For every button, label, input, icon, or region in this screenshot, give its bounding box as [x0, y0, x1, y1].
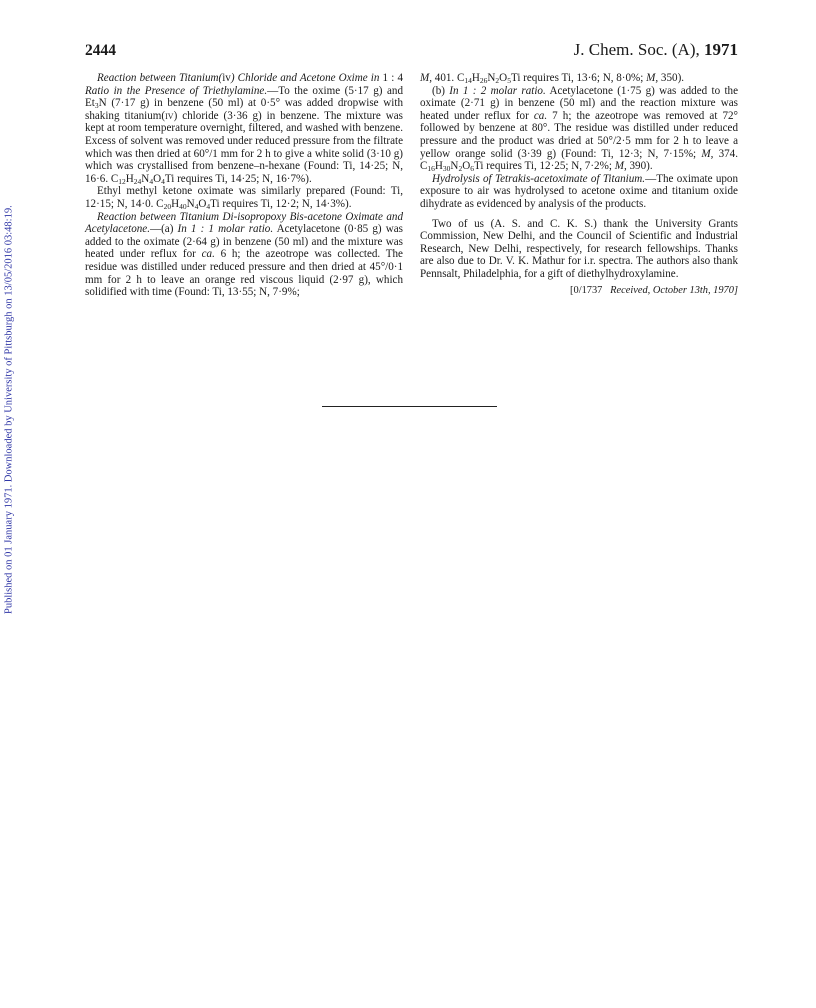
paragraph-ethyl-methyl: Ethyl methyl ketone oximate was similarly prepared (Found: Ti, 12·15; N, 14·0. $C_{20}H_{40}N_4O_4Ti$ requires Ti, 12·2; N, 14·3%).: [85, 185, 403, 211]
page-number: 2444: [85, 42, 116, 59]
journal-year: 1971: [704, 40, 738, 59]
paragraph-molar-ratio-b: (b) In 1 : 2 molar ratio. Acetylacetone (1·75 g) was added to the oximate (2·71 g) in benzene (50 ml) and the reaction mixture was heated under reflux for ca. 7 h; the azeotrope was removed at 72° followed by benzene at 80°. The residue was distilled under reduced pressure and the product was dried at 50°/2·5 mm for 2 h to leave a yellow orange solid (3·39 g) (Found: Ti, 12·3; N, 7·15%; M, 374. $C_{16}H_{30}N_2O_6Ti$ requires Ti, 12·25; N, 7·2%; M, 390).: [420, 84, 738, 174]
paragraph-continuation: M, 401. $C_{14}H_{26}N_2O_5Ti$ requires Ti, 13·6; N, 8·0%; M, 350).: [420, 72, 685, 85]
journal-name: J. Chem. Soc. (A),: [573, 40, 700, 59]
right-column: [420, 72, 738, 297]
section-heading: Hydrolysis of Tetrakis-acetoximate of Titanium.: [432, 172, 646, 185]
paragraph-gap: [420, 211, 738, 218]
section-heading: Reaction between Titanium Di-isopropoxy Bis-acetone Oximate and Acetylacetone.: [85, 210, 403, 236]
sub-heading: In 1 : 1 molar ratio.: [177, 223, 274, 236]
paragraph-titanium-chloride: Reaction between Titanium(iv) Chloride and Acetone Oxime in 1 : 4 Ratio in the Presence of Triethylamine.—To the oxime (5·17 g) and $Et_3N$ (7·17 g) in benzene (50 ml) at 0·5° was added dropwise with shaking titanium(iv) chloride (3·36 g) in benzene. The mixture was kept at room temperature overnight, filtered, and washed with benzene. Excess of solvent was removed under reduced pressure from the filtrate which was then dried at 60°/1 mm for 2 h to give a white solid (3·10 g) which was crystallised from benzene–n-hexane (Found: Ti, 14·25; N, 16·6. $C_{12}H_{24}N_4O_4Ti$ requires Ti, 14·25; N, 16·7%).: [85, 72, 403, 186]
end-rule: [322, 406, 497, 407]
download-watermark: [2, 200, 16, 620]
acknowledgements: Two of us (A. S. and C. K. S.) thank the University Grants Commission, New Delhi, and the Council of Scientific and Industrial Research, New Delhi, respectively, for research fellowships. Thanks are also due to Dr. V. K. Mathur for i.r. spectra. The authors also thank Pennsalt, Philadelphia, for a gift of diethylhydroxylamine.: [420, 217, 738, 280]
received-line: [0/1737 Received, October 13th, 1970]: [570, 284, 738, 296]
paragraph-di-isopropoxy: Reaction between Titanium Di-isopropoxy Bis-acetone Oximate and Acetylacetone.—(a) In 1 : 1 molar ratio. Acetylacetone (0·85 g) was added to the oximate (2·64 g) in benzene (50 ml) and the mixture was heated under reflux for ca. 6 h; the azeotrope was collected. The residue was distilled under reduced pressure and then dried at 45°/0·1 mm for 2 h to leave an orange red viscous liquid (2·97 g), which solidified with time (Found: Ti, 13·55; N, 7·9%;: [85, 210, 403, 299]
left-column: [85, 72, 403, 299]
download-notice[interactable]: Published on 01 January 1971. Downloaded by University of Pittsburgh on 13/05/2016 03:48:19.: [3, 205, 15, 615]
paragraph-hydrolysis: Hydrolysis of Tetrakis-acetoximate of Titanium.—The oximate upon exposure to air was hydrolysed to acetone oxime and titanium oxide dihydrate as evidenced by analysis of the products.: [420, 172, 739, 210]
running-header: [574, 40, 738, 60]
sub-heading: In 1 : 2 molar ratio.: [449, 84, 546, 97]
section-heading: Reaction between Titanium(iv) Chloride and Acetone Oxime in 1 : 4 Ratio in the Presence of Triethylamine.: [85, 72, 403, 97]
